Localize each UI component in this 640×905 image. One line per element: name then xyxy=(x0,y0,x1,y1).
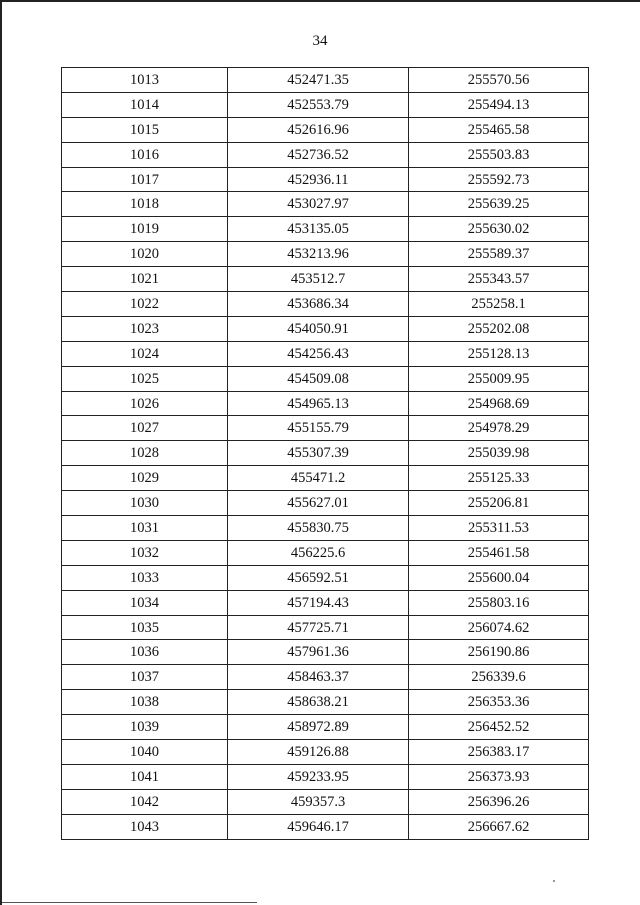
y-coordinate-cell: 256373.93 xyxy=(409,764,589,789)
x-coordinate-cell: 453027.97 xyxy=(228,192,409,217)
point-number-cell: 1030 xyxy=(62,491,228,516)
x-coordinate-cell: 458638.21 xyxy=(228,690,409,715)
table-row xyxy=(62,68,589,93)
y-coordinate-cell: 256339.6 xyxy=(409,665,589,690)
table-row xyxy=(62,565,589,590)
x-coordinate-cell: 452616.96 xyxy=(228,117,409,142)
x-coordinate-cell: 454965.13 xyxy=(228,391,409,416)
x-coordinate-cell: 453135.05 xyxy=(228,217,409,242)
x-coordinate-cell: 454509.08 xyxy=(228,366,409,391)
point-number-cell: 1022 xyxy=(62,292,228,317)
point-number-cell: 1034 xyxy=(62,590,228,615)
point-number-cell: 1042 xyxy=(62,789,228,814)
table-row xyxy=(62,167,589,192)
table-row xyxy=(62,740,589,765)
point-number-cell: 1035 xyxy=(62,615,228,640)
y-coordinate-cell: 255630.02 xyxy=(409,217,589,242)
y-coordinate-cell: 255258.1 xyxy=(409,292,589,317)
point-number-cell: 1033 xyxy=(62,565,228,590)
y-coordinate-cell: 255465.58 xyxy=(409,117,589,142)
table-row xyxy=(62,764,589,789)
footer-rule xyxy=(2,902,257,903)
coordinates-table-body xyxy=(62,68,589,840)
x-coordinate-cell: 459126.88 xyxy=(228,740,409,765)
point-number-cell: 1032 xyxy=(62,540,228,565)
point-number-cell: 1037 xyxy=(62,665,228,690)
point-number-cell: 1019 xyxy=(62,217,228,242)
scan-speck xyxy=(553,880,555,882)
x-coordinate-cell: 459646.17 xyxy=(228,814,409,839)
point-number-cell: 1014 xyxy=(62,92,228,117)
y-coordinate-cell: 255494.13 xyxy=(409,92,589,117)
point-number-cell: 1024 xyxy=(62,341,228,366)
table-row xyxy=(62,789,589,814)
table-row xyxy=(62,690,589,715)
table-row xyxy=(62,416,589,441)
y-coordinate-cell: 255803.16 xyxy=(409,590,589,615)
x-coordinate-cell: 458463.37 xyxy=(228,665,409,690)
y-coordinate-cell: 256190.86 xyxy=(409,640,589,665)
table-row xyxy=(62,142,589,167)
page-edge-top xyxy=(0,0,640,2)
point-number-cell: 1015 xyxy=(62,117,228,142)
table-row xyxy=(62,441,589,466)
table-row xyxy=(62,540,589,565)
page-number: 34 xyxy=(312,33,328,49)
table-row xyxy=(62,391,589,416)
table-row xyxy=(62,516,589,541)
y-coordinate-cell: 256074.62 xyxy=(409,615,589,640)
point-number-cell: 1029 xyxy=(62,466,228,491)
table-row xyxy=(62,292,589,317)
x-coordinate-cell: 457961.36 xyxy=(228,640,409,665)
y-coordinate-cell: 255206.81 xyxy=(409,491,589,516)
y-coordinate-cell: 255461.58 xyxy=(409,540,589,565)
y-coordinate-cell: 255570.56 xyxy=(409,68,589,93)
y-coordinate-cell: 256452.52 xyxy=(409,715,589,740)
table-row xyxy=(62,242,589,267)
y-coordinate-cell: 256667.62 xyxy=(409,814,589,839)
x-coordinate-cell: 452936.11 xyxy=(228,167,409,192)
table-row xyxy=(62,466,589,491)
table-row xyxy=(62,316,589,341)
point-number-cell: 1028 xyxy=(62,441,228,466)
point-number-cell: 1025 xyxy=(62,366,228,391)
x-coordinate-cell: 455830.75 xyxy=(228,516,409,541)
x-coordinate-cell: 456592.51 xyxy=(228,565,409,590)
point-number-cell: 1017 xyxy=(62,167,228,192)
x-coordinate-cell: 455627.01 xyxy=(228,491,409,516)
x-coordinate-cell: 459233.95 xyxy=(228,764,409,789)
table-row xyxy=(62,491,589,516)
table-row xyxy=(62,341,589,366)
y-coordinate-cell: 255639.25 xyxy=(409,192,589,217)
table-row xyxy=(62,267,589,292)
point-number-cell: 1026 xyxy=(62,391,228,416)
x-coordinate-cell: 452471.35 xyxy=(228,68,409,93)
point-number-cell: 1039 xyxy=(62,715,228,740)
x-coordinate-cell: 455307.39 xyxy=(228,441,409,466)
point-number-cell: 1016 xyxy=(62,142,228,167)
table-row xyxy=(62,92,589,117)
point-number-cell: 1020 xyxy=(62,242,228,267)
y-coordinate-cell: 256383.17 xyxy=(409,740,589,765)
table-row xyxy=(62,814,589,839)
x-coordinate-cell: 458972.89 xyxy=(228,715,409,740)
table-row xyxy=(62,590,589,615)
y-coordinate-cell: 255039.98 xyxy=(409,441,589,466)
y-coordinate-cell: 255125.33 xyxy=(409,466,589,491)
x-coordinate-cell: 454050.91 xyxy=(228,316,409,341)
point-number-cell: 1038 xyxy=(62,690,228,715)
table-row xyxy=(62,217,589,242)
x-coordinate-cell: 459357.3 xyxy=(228,789,409,814)
point-number-cell: 1018 xyxy=(62,192,228,217)
page-edge-left xyxy=(0,0,2,905)
x-coordinate-cell: 453213.96 xyxy=(228,242,409,267)
point-number-cell: 1023 xyxy=(62,316,228,341)
point-number-cell: 1036 xyxy=(62,640,228,665)
table-row xyxy=(62,615,589,640)
point-number-cell: 1041 xyxy=(62,764,228,789)
x-coordinate-cell: 455155.79 xyxy=(228,416,409,441)
point-number-cell: 1031 xyxy=(62,516,228,541)
y-coordinate-cell: 254968.69 xyxy=(409,391,589,416)
point-number-cell: 1021 xyxy=(62,267,228,292)
point-number-cell: 1040 xyxy=(62,740,228,765)
coordinates-table xyxy=(61,67,589,840)
point-number-cell: 1013 xyxy=(62,68,228,93)
y-coordinate-cell: 255202.08 xyxy=(409,316,589,341)
y-coordinate-cell: 255600.04 xyxy=(409,565,589,590)
table-row xyxy=(62,117,589,142)
table-row xyxy=(62,665,589,690)
y-coordinate-cell: 256353.36 xyxy=(409,690,589,715)
x-coordinate-cell: 452553.79 xyxy=(228,92,409,117)
y-coordinate-cell: 255589.37 xyxy=(409,242,589,267)
y-coordinate-cell: 255343.57 xyxy=(409,267,589,292)
x-coordinate-cell: 453686.34 xyxy=(228,292,409,317)
x-coordinate-cell: 454256.43 xyxy=(228,341,409,366)
x-coordinate-cell: 455471.2 xyxy=(228,466,409,491)
x-coordinate-cell: 453512.7 xyxy=(228,267,409,292)
y-coordinate-cell: 255592.73 xyxy=(409,167,589,192)
y-coordinate-cell: 255128.13 xyxy=(409,341,589,366)
y-coordinate-cell: 255503.83 xyxy=(409,142,589,167)
point-number-cell: 1027 xyxy=(62,416,228,441)
table-row xyxy=(62,366,589,391)
x-coordinate-cell: 457725.71 xyxy=(228,615,409,640)
x-coordinate-cell: 452736.52 xyxy=(228,142,409,167)
y-coordinate-cell: 256396.26 xyxy=(409,789,589,814)
table-row xyxy=(62,715,589,740)
x-coordinate-cell: 456225.6 xyxy=(228,540,409,565)
table-row xyxy=(62,640,589,665)
point-number-cell: 1043 xyxy=(62,814,228,839)
y-coordinate-cell: 255009.95 xyxy=(409,366,589,391)
table-row xyxy=(62,192,589,217)
x-coordinate-cell: 457194.43 xyxy=(228,590,409,615)
y-coordinate-cell: 255311.53 xyxy=(409,516,589,541)
y-coordinate-cell: 254978.29 xyxy=(409,416,589,441)
